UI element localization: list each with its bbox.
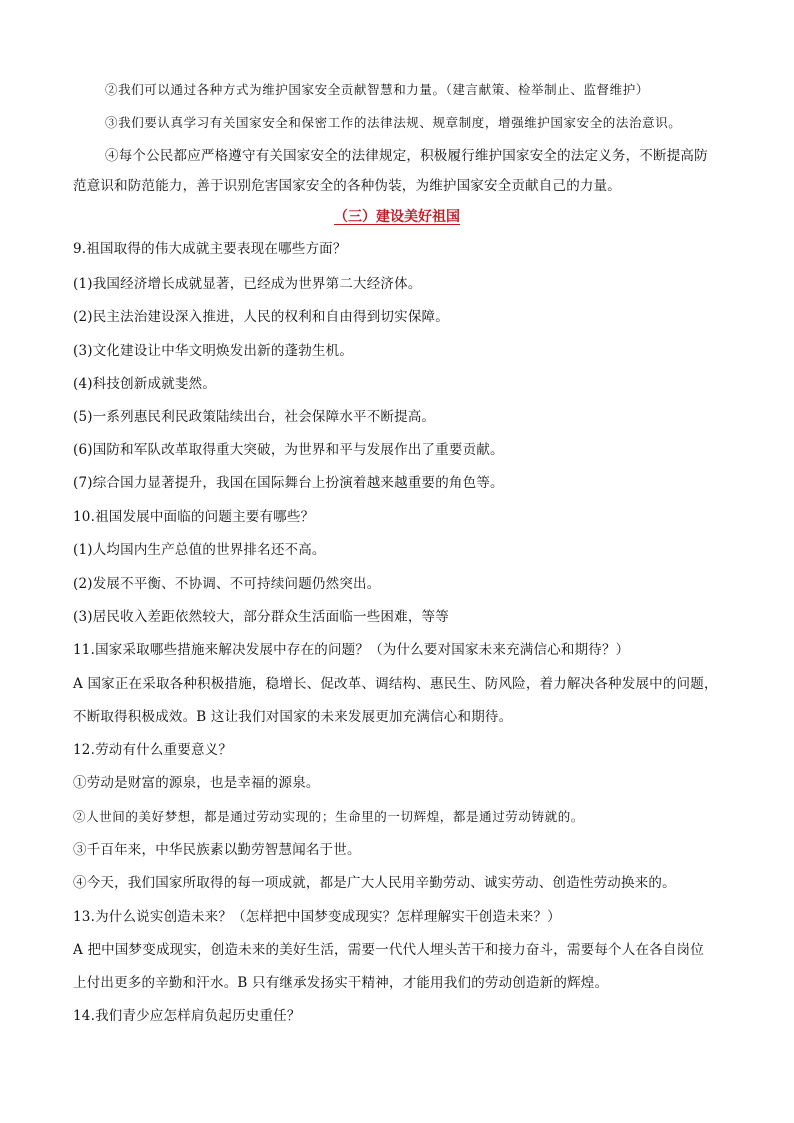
question-10: 10.祖国发展中面临的问题主要有哪些？ bbox=[73, 509, 315, 525]
list-item: (7)综合国力显著提升，我国在国际舞台上扮演着越来越重要的角色等。 bbox=[73, 475, 504, 491]
list-item: (5)一系列惠民利民政策陆续出台，社会保障水平不断提高。 bbox=[73, 409, 436, 425]
question-12: 12.劳动有什么重要意义？ bbox=[73, 742, 233, 758]
list-item: (2)民主法治建设深入推进，人民的权利和自由得到切实保障。 bbox=[73, 309, 449, 325]
list-item: (4)科技创新成就斐然。 bbox=[73, 376, 217, 392]
list-item: (1)人均国内生产总值的世界排名还不高。 bbox=[73, 542, 326, 558]
security-point-3: ③我们要认真学习有关国家安全和保密工作的法律法规、规章制度，增强维护国家安全的法治意识。 bbox=[105, 115, 682, 130]
security-point-4-line-2: 范意识和防范能力，善于识别危害国家安全的各种伪装，为维护国家安全贡献自己的力量。 bbox=[73, 178, 621, 194]
list-item: ②人世间的美好梦想，都是通过劳动实现的；生命里的一切辉煌，都是通过劳动铸就的。 bbox=[73, 809, 584, 824]
list-item: ④今天，我们国家所取得的每一项成就，都是广大人民用辛勤劳动、诚实劳动、创造性劳动换来的。 bbox=[73, 875, 676, 891]
list-item: (3)文化建设让中华文明焕发出新的蓬勃生机。 bbox=[73, 343, 354, 359]
list-item: (6)国防和军队改革取得重大突破，为世界和平与发展作出了重要贡献。 bbox=[73, 442, 504, 458]
section-title: （三）建设美好祖国 bbox=[334, 209, 460, 225]
list-item: (3)居民收入差距依然较大，部分群众生活面临一些困难，等等 bbox=[73, 609, 449, 625]
list-item: ①劳动是财富的源泉，也是幸福的源泉。 bbox=[73, 775, 320, 791]
question-13: 13.为什么说实创造未来？（怎样把中国梦变成现实？怎样理解实干创造未来？） bbox=[73, 909, 561, 925]
question-11: 11.国家采取哪些措施来解决发展中存在的问题？（为什么要对国家未来充满信心和期待？） bbox=[73, 642, 630, 658]
list-item: (2)发展不平衡、不协调、不可持续问题仍然突出。 bbox=[73, 576, 381, 592]
answer-11-line-2: 不断取得积极成效。B 这让我们对国家的未来发展更加充满信心和期待。 bbox=[73, 709, 513, 725]
answer-13-line-2: 上付出更多的辛勤和汗水。B 只有继承发扬实干精神，才能用我们的劳动创造新的辉煌。 bbox=[73, 975, 609, 991]
answer-11-line-1: A 国家正在采取各种积极措施，稳增长、促改革、调结构、惠民生、防风险，着力解决各种发展中的问题， bbox=[73, 676, 718, 692]
list-item: (1)我国经济增长成就显著，已经成为世界第二大经济体。 bbox=[73, 276, 422, 292]
answer-13-line-1: A 把中国梦变成现实，创造未来的美好生活，需要一代代人埋头苦干和接力奋斗，需要每个人在各自岗位 bbox=[73, 942, 704, 958]
security-point-2: ②我们可以通过各种方式为维护国家安全贡献智慧和力量。（建言献策、检举制止、监督维护） bbox=[105, 82, 649, 97]
security-point-4-line-1: ④每个公民都应严格遵守有关国家安全的法律规定，积极履行维护国家安全的法定义务，不断提高防 bbox=[105, 148, 708, 164]
list-item: ③千百年来，中华民族素以勤劳智慧闻名于世。 bbox=[73, 842, 361, 858]
question-9: 9.祖国取得的伟大成就主要表现在哪些方面？ bbox=[73, 241, 347, 257]
question-14: 14.我们青少应怎样肩负起历史重任？ bbox=[73, 1008, 301, 1024]
